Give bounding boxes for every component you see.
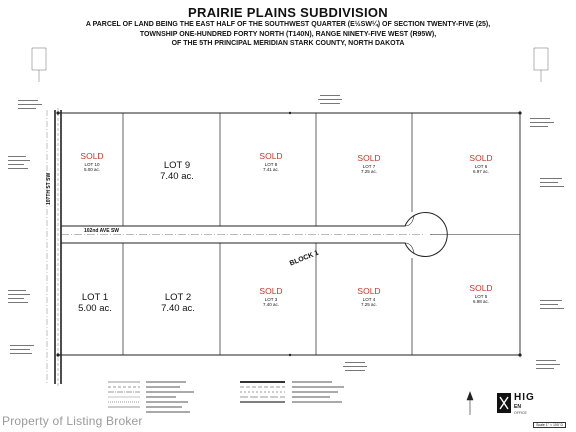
avenue-label: 102nd AVE SW [84,228,120,234]
lot-10-area: 5.00 ac. [83,167,100,172]
lot-8-area: 7.41 ac. [262,167,279,172]
boundary-dimension-ticks [58,110,520,358]
lot-3-name: LOT 3 [264,297,278,302]
firm-office: OFFICE [514,411,527,415]
lot-2-area: 7.40 ac. [161,303,195,314]
lot-6-name: LOT 6 [474,164,488,169]
listing-watermark: Property of Listing Broker [2,414,143,428]
legal-line-1: A PARCEL OF LAND BEING THE EAST HALF OF THE SOUTHWEST QUARTER (E½SW¼) OF SECTION TWENTY-FIVE (25), [85,21,491,28]
block-label: BLOCK 1 [288,249,320,268]
lot-7-status: SOLD [357,153,381,163]
lot-4-name: LOT 4 [362,297,376,302]
lot-6-status: SOLD [469,153,493,163]
lot-8-name: LOT 8 [264,162,278,167]
legend-symbols [108,382,285,407]
lot-1-name: LOT 1 [81,292,109,303]
street-label: 107TH ST SW [46,172,52,205]
lot-10 [52,151,132,172]
lot-6-area: 6.97 ac. [472,169,489,174]
lot-5-area: 6.98 ac. [472,299,489,304]
section-corner-markers [56,111,521,356]
lot-5-status: SOLD [469,283,493,293]
lot-1 [55,292,135,314]
corner-tags [32,48,548,82]
lot-3 [231,286,311,307]
lot-8 [231,151,311,172]
plat-title: PRAIRIE PLAINS SUBDIVISION [188,5,388,20]
lot-3-status: SOLD [259,286,283,296]
subdivision-boundary [58,113,520,355]
lot-8-status: SOLD [259,151,283,161]
lot-2-name: LOT 2 [164,292,192,303]
lot-7 [329,153,409,174]
lot-5-name: LOT 5 [474,294,488,299]
scale-note: Scale 1" = 100' D [533,422,566,428]
lot-1-area: 5.00 ac. [78,303,112,314]
legal-line-2: TOWNSHIP ONE-HUNDRED FORTY NORTH (T140N), RANGE NINETY-FIVE WEST (R95W), [139,30,437,38]
lot-10-status: SOLD [80,151,104,161]
lot-10-name: LOT 10 [84,162,100,167]
firm-subname: EN [514,404,521,410]
lot-9-name: LOT 9 [163,160,191,171]
lot-3-area: 7.40 ac. [262,302,279,307]
firm-logo-mark-icon [496,392,512,414]
lot-4-status: SOLD [357,286,381,296]
lot-4 [329,286,409,307]
lot-2 [138,292,218,314]
lot-7-name: LOT 7 [362,164,376,169]
lot-9-area: 7.40 ac. [160,171,194,182]
lot-9 [137,160,217,182]
legal-line-3: OF THE 5TH PRINCIPAL MERIDIAN STARK COUNTY, NORTH DAKOTA [171,40,405,47]
firm-name: HIG [514,392,535,403]
lot-4-area: 7.25 ac. [360,302,377,307]
north-arrow-icon [467,392,473,415]
lot-5 [441,283,521,304]
lot-7-area: 7.25 ac. [360,169,377,174]
lot-6 [441,153,521,174]
firm-logo [496,390,566,426]
